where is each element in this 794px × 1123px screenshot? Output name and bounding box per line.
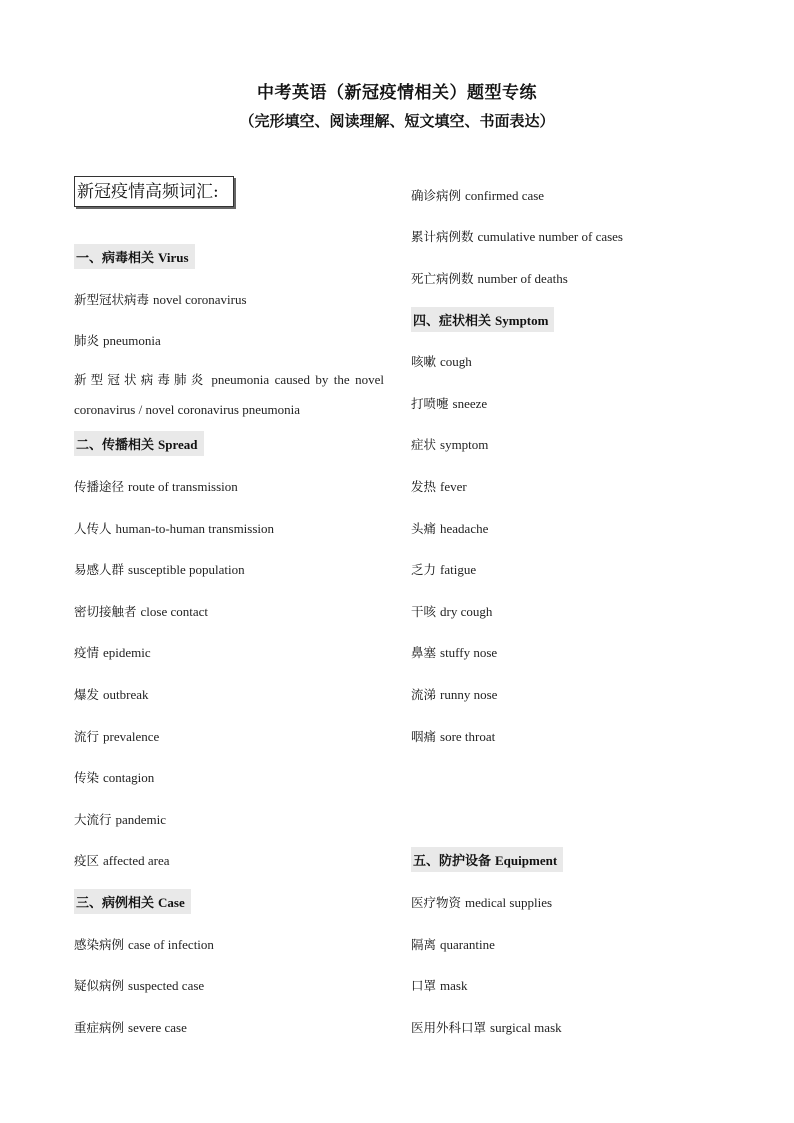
term-en: pandemic <box>115 812 167 827</box>
heading-zh: 五、防护设备 <box>413 854 492 869</box>
term-en: case of infection <box>128 937 214 952</box>
term-en: close contact <box>140 604 209 619</box>
term-zh: 咽痛 <box>411 729 437 744</box>
term-en: medical supplies <box>465 895 553 910</box>
term-en: number of deaths <box>477 271 568 286</box>
section-heading-symptom <box>411 307 554 332</box>
term-zh: 症状 <box>411 437 437 452</box>
term-en: surgical mask <box>490 1020 562 1035</box>
vocab-item-long <box>74 365 384 425</box>
term-zh: 打喷嚏 <box>411 396 449 411</box>
term-zh: 肺炎 <box>74 333 100 348</box>
vocab-item <box>411 394 487 412</box>
term-zh: 鼻塞 <box>411 645 437 660</box>
term-en: pneumonia <box>103 333 161 348</box>
term-zh: 干咳 <box>411 604 437 619</box>
term-zh: 易感人群 <box>74 562 125 577</box>
term-en: fever <box>440 479 467 494</box>
vocab-item <box>74 935 214 953</box>
vocab-item <box>411 352 472 370</box>
term-en: confirmed case <box>465 188 545 203</box>
vocab-item <box>411 186 544 204</box>
term-en: runny nose <box>440 687 498 702</box>
vocab-item <box>74 727 159 745</box>
vocab-item <box>74 560 245 578</box>
vocab-item <box>74 810 166 828</box>
term-en: epidemic <box>103 645 151 660</box>
section-heading-equipment <box>411 847 563 872</box>
term-zh: 新型冠状病毒 <box>74 292 150 307</box>
vocab-item <box>74 290 247 308</box>
term-zh: 头痛 <box>411 521 437 536</box>
term-zh: 新型冠状病毒肺炎 <box>74 372 208 387</box>
term-zh: 隔离 <box>411 937 437 952</box>
term-zh: 确诊病例 <box>411 188 462 203</box>
term-en: outbreak <box>103 687 149 702</box>
vocab-item <box>411 435 488 453</box>
vocab-heading-box: 新冠疫情高频词汇: <box>74 176 234 207</box>
vocab-item <box>74 1018 187 1036</box>
vocab-item <box>74 519 274 537</box>
heading-en: Equipment <box>495 853 558 868</box>
term-en: dry cough <box>440 604 493 619</box>
vocab-item <box>74 331 161 349</box>
term-zh: 乏力 <box>411 562 437 577</box>
term-en: cough <box>440 354 472 369</box>
section-heading-case <box>74 889 191 914</box>
term-en: contagion <box>103 770 155 785</box>
section-heading-virus <box>74 244 195 269</box>
term-en: route of transmission <box>128 479 238 494</box>
term-zh: 流涕 <box>411 687 437 702</box>
term-en: novel coronavirus <box>153 292 247 307</box>
vocab-item <box>411 893 552 911</box>
term-zh: 疫区 <box>74 853 100 868</box>
vocab-item <box>74 851 170 869</box>
heading-en: Virus <box>158 250 189 265</box>
term-en: symptom <box>440 437 489 452</box>
term-en: prevalence <box>103 729 160 744</box>
vocab-item <box>411 519 488 537</box>
term-en: headache <box>440 521 489 536</box>
vocab-item <box>411 935 495 953</box>
term-zh: 疑似病例 <box>74 978 125 993</box>
term-en: suspected case <box>128 978 205 993</box>
term-zh: 大流行 <box>74 812 112 827</box>
section-heading-spread <box>74 431 204 456</box>
vocab-item <box>74 685 149 703</box>
heading-zh: 三、病例相关 <box>76 896 155 911</box>
term-zh: 医疗物资 <box>411 895 462 910</box>
term-en: susceptible population <box>128 562 245 577</box>
term-zh: 传播途径 <box>74 479 125 494</box>
term-zh: 爆发 <box>74 687 100 702</box>
term-zh: 累计病例数 <box>411 229 474 244</box>
term-zh: 传染 <box>74 770 100 785</box>
term-zh: 发热 <box>411 479 437 494</box>
heading-en: Case <box>158 895 185 910</box>
term-zh: 密切接触者 <box>74 604 137 619</box>
term-en: pneumonia caused by the novel coronavirus / novel coronavirus pneumonia <box>74 372 384 417</box>
vocab-item <box>411 227 623 245</box>
term-en: sore throat <box>440 729 496 744</box>
term-en: cumulative number of cases <box>477 229 623 244</box>
term-en: stuffy nose <box>440 645 498 660</box>
vocab-item <box>411 269 568 287</box>
vocab-item <box>411 560 476 578</box>
term-en: human-to-human transmission <box>115 521 275 536</box>
term-zh: 感染病例 <box>74 937 125 952</box>
term-en: affected area <box>103 853 170 868</box>
term-zh: 流行 <box>74 729 100 744</box>
term-zh: 死亡病例数 <box>411 271 474 286</box>
term-en: sneeze <box>452 396 488 411</box>
heading-zh: 四、症状相关 <box>413 314 492 329</box>
vocab-item <box>411 727 495 745</box>
vocab-item <box>411 643 497 661</box>
vocab-item <box>74 477 238 495</box>
heading-zh: 二、传播相关 <box>76 438 155 453</box>
term-en: mask <box>440 978 468 993</box>
vocab-item <box>411 685 497 703</box>
vocab-item <box>74 768 154 786</box>
term-zh: 咳嗽 <box>411 354 437 369</box>
vocab-item <box>74 643 151 661</box>
heading-zh: 一、病毒相关 <box>76 251 155 266</box>
term-zh: 人传人 <box>74 521 112 536</box>
page-subtitle: （完形填空、阅读理解、短文填空、书面表达） <box>239 112 555 130</box>
vocab-item <box>74 602 208 620</box>
heading-en: Spread <box>158 437 198 452</box>
vocab-item <box>411 976 467 994</box>
page-title: 中考英语（新冠疫情相关）题型专练 <box>257 83 537 103</box>
term-en: quarantine <box>440 937 495 952</box>
term-en: severe case <box>128 1020 187 1035</box>
term-zh: 口罩 <box>411 978 437 993</box>
term-zh: 医用外科口罩 <box>411 1020 487 1035</box>
term-zh: 疫情 <box>74 645 100 660</box>
vocab-item <box>411 477 467 495</box>
vocab-item <box>411 602 492 620</box>
heading-en: Symptom <box>495 313 549 328</box>
vocab-item <box>74 976 204 994</box>
vocab-item <box>411 1018 562 1036</box>
term-zh: 重症病例 <box>74 1020 125 1035</box>
term-en: fatigue <box>440 562 477 577</box>
